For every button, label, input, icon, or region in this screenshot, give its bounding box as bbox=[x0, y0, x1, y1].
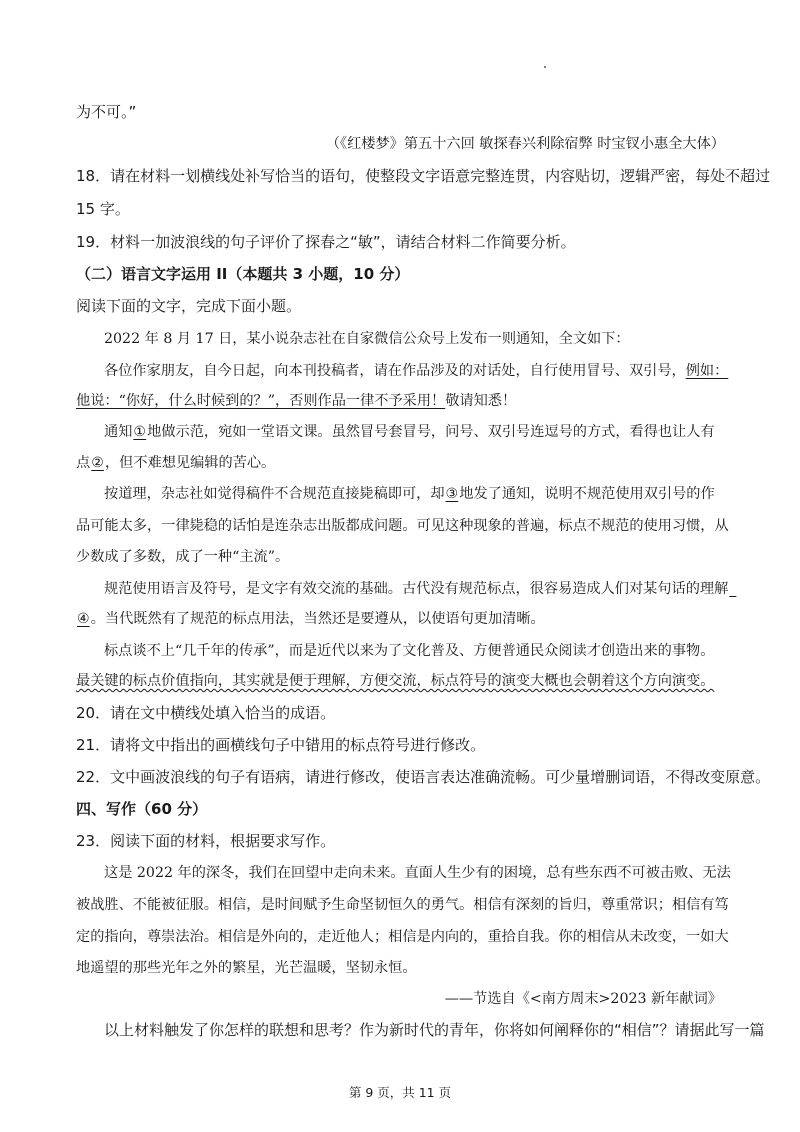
question-21: 21．请将文中指出的画横线句子中错用的标点符号进行修改。 bbox=[76, 736, 486, 754]
scan-dot bbox=[544, 66, 546, 68]
paragraph-5-text: 规范使用语言及符号，是文字有效交流的基础。古代没有规范标点，很容易造成人们对某句话的理解 bbox=[104, 581, 729, 597]
question-20: 20．请在文中横线处填入恰当的成语。 bbox=[76, 704, 336, 722]
underlined-sentence-start: 例如： bbox=[685, 363, 729, 379]
paragraph-2-text: 各位作家朋友，自今日起，向本刊投稿者，请在作品涉及的对话处，自行使用冒号、双引号， bbox=[104, 363, 686, 379]
material-source: ——节选自《<南方周末>2023 新年献词》 bbox=[444, 991, 722, 1007]
paragraph-5-line-1 bbox=[104, 578, 737, 600]
paragraph-3-text-d: ，但不难想见编辑的苦心。 bbox=[104, 455, 276, 471]
writing-prompt: 以上材料触发了你怎样的联想和思考？作为新时代的青年，你将如何阐释你的“相信”？请据此写一篇 bbox=[104, 1021, 765, 1039]
material-line-2: 被战胜、不能被征服。相信，是时间赋予生命坚韧恒久的勇气。相信有深刻的旨归，尊重常识；相信有笃 bbox=[76, 897, 729, 913]
blank-2: ② bbox=[91, 455, 104, 471]
wavy-underlined-sentence: 最关键的标点价值指向，其实就是便于理解，方便交流，标点符号的演变大概也会朝着这个方向演变。 bbox=[76, 673, 715, 689]
paragraph-5-text-b: 。当代既然有了规范的标点用法，当然还是要遵从，以使语句更加清晰。 bbox=[90, 611, 545, 627]
paragraph-4-line-2: 品可能太多，一律毙稳的话怕是连杂志出版都成问题。可见这种现象的普遍，标点不规范的使用习惯，从 bbox=[76, 518, 729, 534]
paragraph-2-line-2 bbox=[76, 390, 516, 412]
paragraph-4-text-a: 按道理，杂志社如觉得稿件不合规范直接毙稿即可，却 bbox=[104, 486, 445, 502]
paragraph-1: 2022 年 8 月 17 日，某小说杂志社在自家微信公众号上发布一则通知，全文如下： bbox=[104, 331, 630, 347]
instruction: 阅读下面的文字，完成下面小题。 bbox=[76, 297, 302, 315]
blank-1: ① bbox=[133, 424, 147, 440]
question-22: 22．文中画波浪线的句子有语病，请进行修改，使语言表达准确流畅。可少量增删词语，不得改变原意。 bbox=[76, 768, 771, 786]
underlined-sentence-end: 他说：“你好，什么时候到的？”，否则作品一律不予采用！ bbox=[76, 393, 446, 409]
top-line: 为不可。” bbox=[76, 103, 137, 121]
paragraph-6-line-2 bbox=[76, 670, 714, 692]
paragraph-4-line-1 bbox=[104, 483, 715, 505]
section-4-heading: 四、写作（60 分） bbox=[76, 800, 208, 818]
material-line-3: 定的指向，尊崇法治。相信是外向的，走近他人；相信是内向的，重拾自我。你的相信从未改变，一如大 bbox=[76, 929, 729, 945]
paragraph-3-text-b: 地做示范，宛如一堂语文课。虽然冒号套冒号，问号、双引号连逗号的方式，看得也让人有 bbox=[147, 424, 715, 440]
question-18-line-1: 18．请在材料一划横线处补写恰当的语句，使整段文字语意完整连贯，内容贴切，逻辑严密，每处不超过 bbox=[76, 167, 771, 185]
blank-4-start bbox=[728, 581, 737, 597]
citation: （《红楼梦》第五十六回 敏探春兴利除宿弊 时宝钗小惠全大体） bbox=[325, 136, 725, 152]
paragraph-3-line-1 bbox=[104, 421, 715, 443]
paragraph-2-line-1 bbox=[104, 360, 728, 382]
material-line-1: 这是 2022 年的深冬，我们在回望中走向未来。直面人生少有的困境，总有些东西不可被击败、无法 bbox=[104, 865, 731, 881]
question-19: 19．材料一加波浪线的句子评价了探春之“敏”，请结合材料二作简要分析。 bbox=[76, 233, 576, 251]
paragraph-3-text-a: 通知 bbox=[104, 424, 133, 440]
paragraph-3-text-c: 点 bbox=[76, 455, 91, 471]
material-line-4: 地遥望的那些光年之外的繁星，光芒温暖，坚韧永恒。 bbox=[76, 960, 417, 976]
paragraph-4-line-3: 少数成了多数，成了一种“主流”。 bbox=[76, 549, 290, 565]
section-2-heading: （二）语言文字运用 II（本题共 3 小题，10 分） bbox=[76, 265, 410, 283]
question-23: 23．阅读下面的材料，根据要求写作。 bbox=[76, 832, 336, 850]
paragraph-3-line-2 bbox=[76, 452, 275, 474]
page-footer: 第 9 页，共 11 页 bbox=[348, 1085, 452, 1100]
blank-4: ④ bbox=[77, 611, 90, 627]
paragraph-2-closing: 敬请知悉！ bbox=[445, 393, 517, 409]
paragraph-4-text-b: 地发了通知，说明不规范使用双引号的作 bbox=[459, 486, 715, 502]
paragraph-6-line-1: 标点谈不上“几千年的传承”，而是近代以来为了文化普及、方便普通民众阅读才创造出来的事物。 bbox=[104, 643, 715, 659]
question-18-line-2: 15 字。 bbox=[76, 200, 130, 218]
blank-3: ③ bbox=[445, 486, 459, 502]
paragraph-5-line-2 bbox=[76, 608, 545, 630]
